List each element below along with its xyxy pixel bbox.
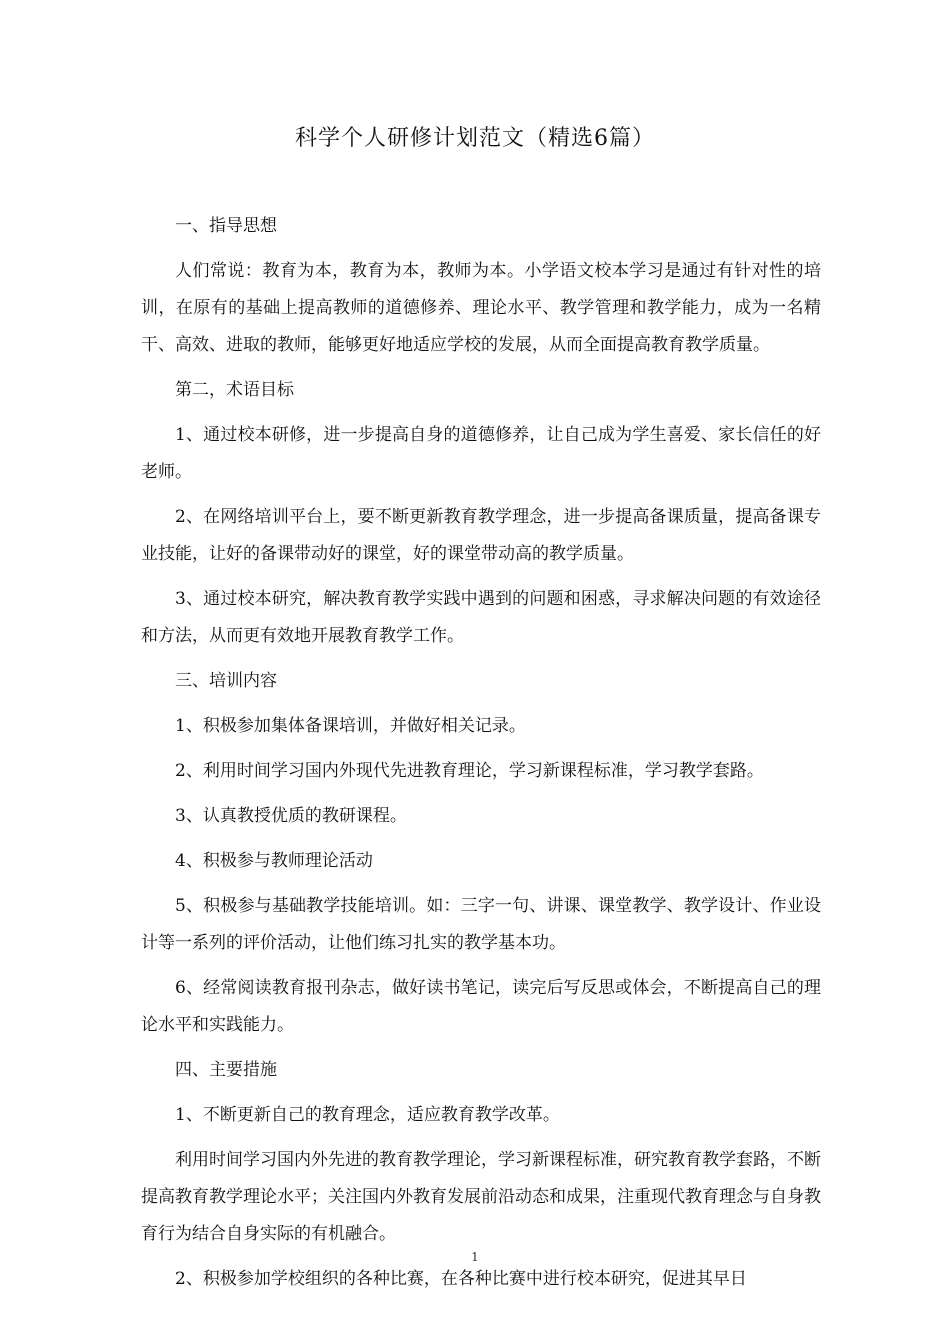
paragraph-1: 一、指导思想 <box>175 216 277 236</box>
paragraph-17: 2、积极参加学校组织的各种比赛，在各种比赛中进行校本研究，促进其早日 <box>175 1269 747 1289</box>
paragraph-3: 第二，术语目标 <box>175 380 294 400</box>
document-title: 科学个人研修计划范文（精选6篇） <box>295 126 655 151</box>
paragraph-8: 1、积极参加集体备课培训，并做好相关记录。 <box>175 716 526 736</box>
paragraph-12: 5、积极参与基础教学技能培训。如：三字一句、讲课、课堂教学、教学设计、作业设计等一系列的评价活动，让他们练习扎实的教学基本功。 <box>141 896 821 953</box>
paragraph-16: 利用时间学习国内外先进的教育教学理论，学习新课程标准，研究教育教学套路，不断提高教育教学理论水平；关注国内外教育发展前沿动态和成果，注重现代教育理念与自身教育行为结合自身实际的有机融合。 <box>141 1150 821 1244</box>
paragraph-7: 三、培训内容 <box>175 671 277 691</box>
paragraph-4: 1、通过校本研修，进一步提高自身的道德修养，让自己成为学生喜爱、家长信任的好老师。 <box>141 425 821 482</box>
paragraph-6: 3、通过校本研究，解决教育教学实践中遇到的问题和困惑，寻求解决问题的有效途径和方法，从而更有效地开展教育教学工作。 <box>141 589 821 646</box>
page-number: 1 <box>471 1250 479 1264</box>
paragraph-13: 6、经常阅读教育报刊杂志，做好读书笔记，读完后写反思或体会，不断提高自己的理论水平和实践能力。 <box>141 978 821 1035</box>
document-body <box>141 208 821 1306</box>
paragraph-9: 2、利用时间学习国内外现代先进教育理论，学习新课程标准，学习教学套路。 <box>175 761 764 781</box>
paragraph-2: 人们常说：教育为本，教育为本，教师为本。小学语文校本学习是通过有针对性的培训，在原有的基础上提高教师的道德修养、理论水平、教学管理和教学能力，成为一名精干、高效、进取的教师，能够更好地适应学校的发展，从而全面提高教育教学质量。 <box>141 261 821 355</box>
paragraph-15: 1、不断更新自己的教育理念，适应教育教学改革。 <box>175 1105 560 1125</box>
paragraph-10: 3、认真教授优质的教研课程。 <box>175 806 407 826</box>
paragraph-11: 4、积极参与教师理论活动 <box>175 851 373 871</box>
paragraph-14: 四、主要措施 <box>175 1060 277 1080</box>
paragraph-5: 2、在网络培训平台上，要不断更新教育教学理念，进一步提高备课质量，提高备课专业技能，让好的备课带动好的课堂，好的课堂带动高的教学质量。 <box>141 507 821 564</box>
